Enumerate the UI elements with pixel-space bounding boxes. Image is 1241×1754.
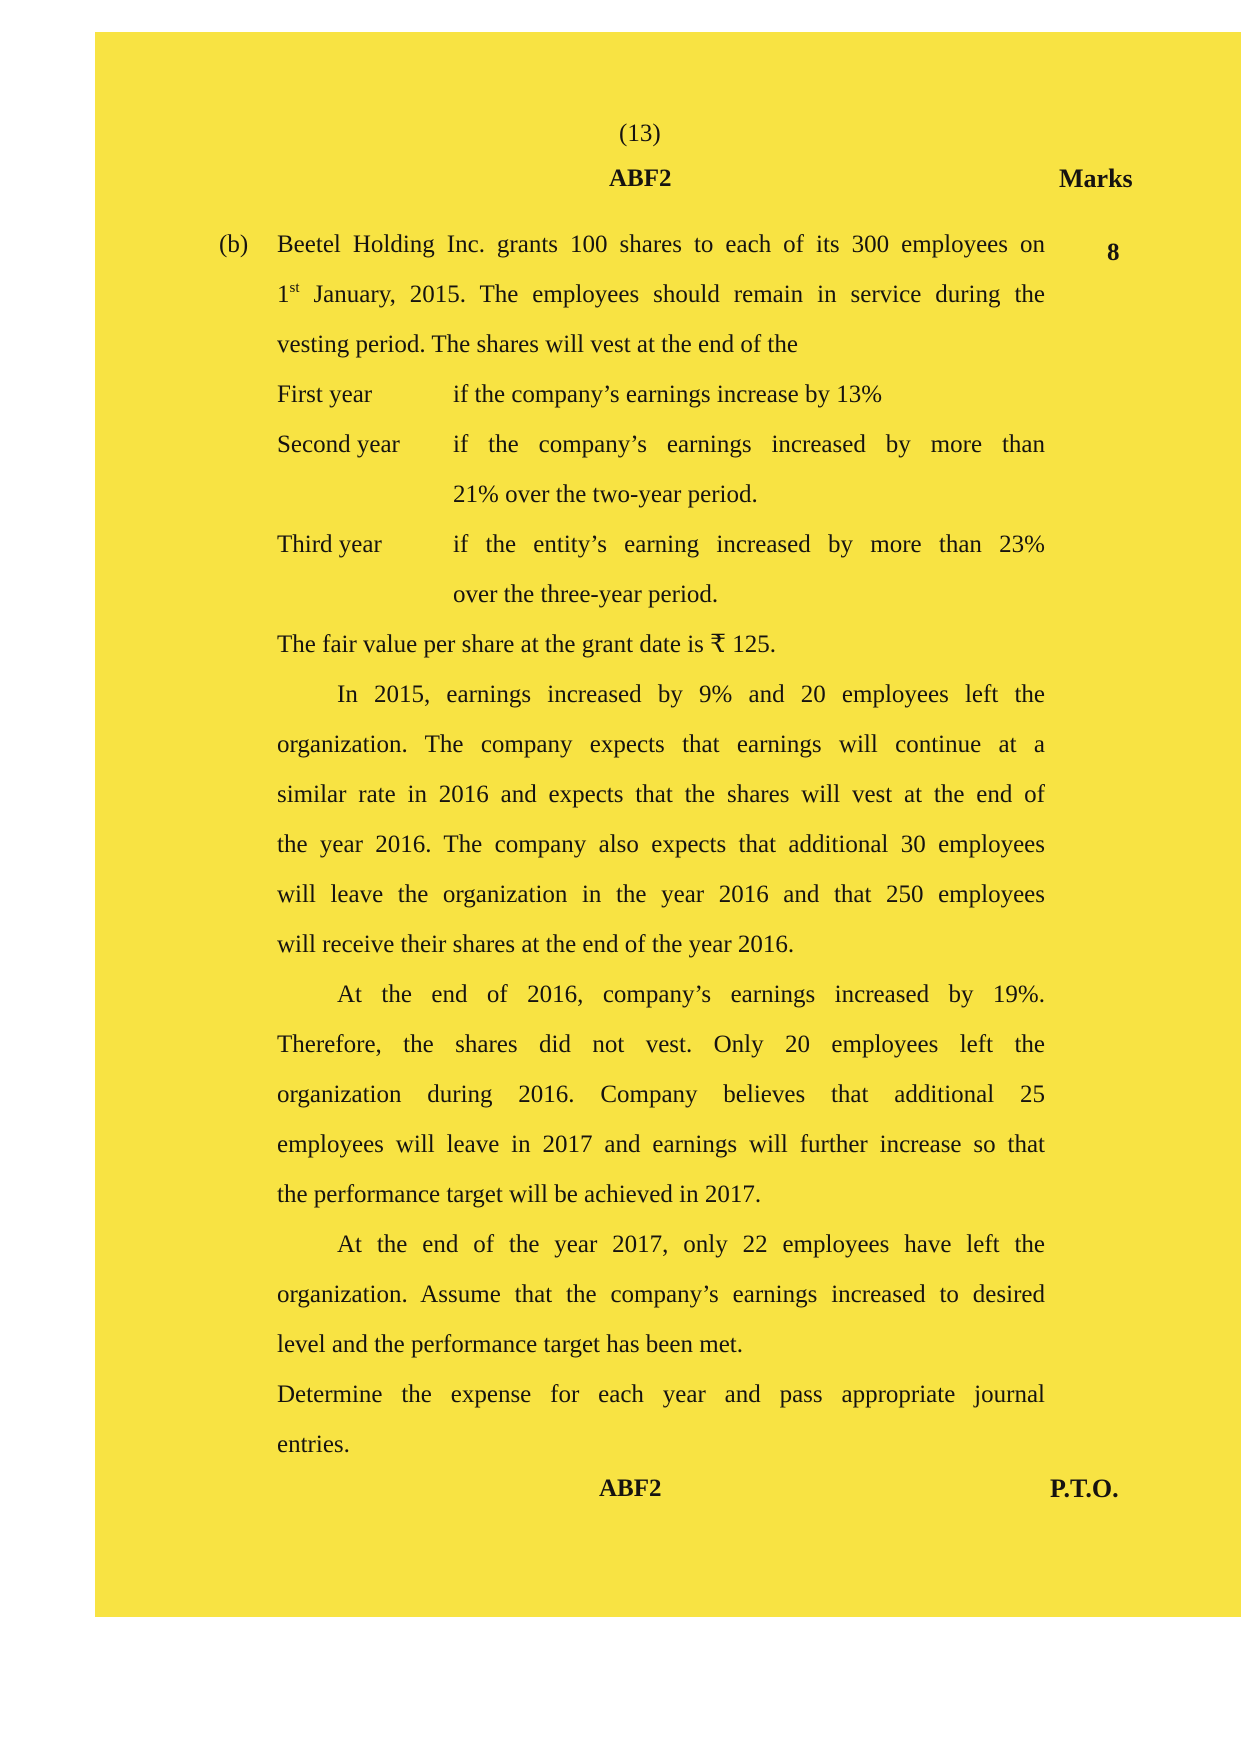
marks-heading: Marks	[1059, 164, 1133, 193]
question-marks: 8	[1107, 239, 1120, 266]
para2-line-5: the performance target will be achieved in 2017.	[277, 1181, 762, 1208]
condition-text-second-2: 21% over the two-year period.	[453, 481, 758, 508]
question-label: (b)	[219, 231, 249, 258]
intro-line-1: Beetel Holding Inc. grants 100 shares to each of its 300 employees on	[277, 231, 1045, 258]
para2-line-2: Therefore, the shares did not vest. Only 20 employees left the	[277, 1031, 1045, 1058]
para3-line-3: level and the performance target has been met.	[277, 1331, 743, 1358]
para1-line-4: the year 2016. The company also expects that additional 30 employees	[277, 831, 1045, 858]
grant-day-suffix: st	[289, 280, 300, 296]
para1-line-1: In 2015, earnings increased by 9% and 20 employees left the	[337, 681, 1045, 708]
para3-line-1: At the end of the year 2017, only 22 employees have left the	[337, 1231, 1045, 1258]
pto-label: P.T.O.	[1050, 1474, 1119, 1503]
condition-text-third-2: over the three-year period.	[453, 581, 719, 608]
para1-line-2: organization. The company expects that earnings will continue at a	[277, 731, 1045, 758]
instruction-line-2: entries.	[277, 1431, 350, 1458]
page-number: (13)	[619, 120, 661, 147]
para3-line-2: organization. Assume that the company’s earnings increased to desired	[277, 1281, 1045, 1308]
para2-line-4: employees will leave in 2017 and earnings will further increase so that	[277, 1131, 1045, 1158]
intro-line-2-text: January, 2015. The employees should remain in service during the	[299, 281, 1045, 308]
condition-text-third-1: if the entity’s earning increased by more than 23%	[453, 531, 1045, 558]
para1-line-3: similar rate in 2016 and expects that the shares will vest at the end of	[277, 781, 1045, 808]
intro-line-2	[277, 280, 1045, 310]
condition-term-first: First year	[277, 381, 373, 408]
paper-code-header: ABF2	[609, 165, 672, 192]
condition-text-second-1: if the company’s earnings increased by more than	[453, 431, 1045, 458]
condition-term-third: Third year	[277, 531, 382, 558]
para1-line-5: will leave the organization in the year 2016 and that 250 employees	[277, 881, 1045, 908]
intro-line-3: vesting period. The shares will vest at the end of the	[277, 331, 798, 358]
grant-day: 1	[277, 281, 290, 308]
para2-line-1: At the end of 2016, company’s earnings increased by 19%.	[337, 981, 1045, 1008]
instruction-line-1: Determine the expense for each year and pass appropriate journal	[277, 1381, 1045, 1408]
condition-term-second: Second year	[277, 431, 400, 458]
condition-text-first: if the company’s earnings increase by 13%	[453, 381, 883, 408]
fair-value-line: The fair value per share at the grant date is ₹ 125.	[277, 631, 777, 658]
paper-code-footer: ABF2	[599, 1475, 662, 1502]
para1-line-6: will receive their shares at the end of the year 2016.	[277, 931, 795, 958]
para2-line-3: organization during 2016. Company believes that additional 25	[277, 1081, 1045, 1108]
